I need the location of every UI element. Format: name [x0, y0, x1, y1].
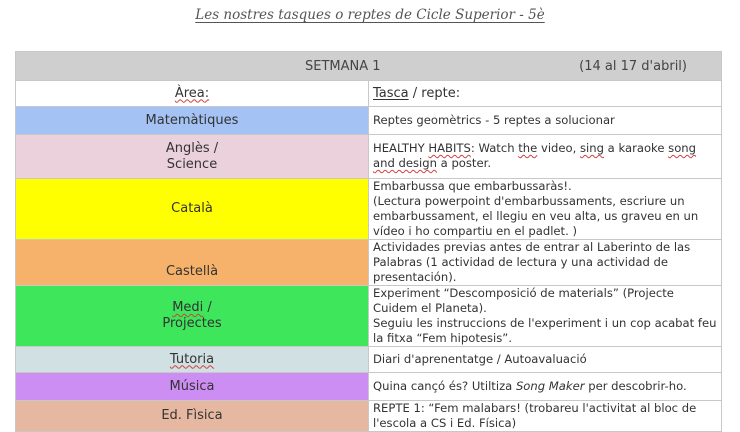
task-column-header: Tasca / repte:: [369, 81, 722, 107]
area-cell: Ed. Fìsica: [16, 401, 369, 432]
area-cell: Música: [16, 373, 369, 401]
column-header-row: [16, 81, 722, 107]
area-cell: Tutoria: [16, 347, 369, 373]
task-cell: Diari d'aprenentatge / Autoavaluació: [369, 347, 722, 373]
table-row: [16, 401, 722, 432]
weekly-tasks-table: [15, 51, 722, 432]
area-column-header: Àrea:: [16, 81, 369, 107]
week-label: SETMANA 1: [305, 58, 381, 74]
task-cell: Quina cançó és? Utiltiza Song Maker per descobrir-ho.: [369, 373, 722, 401]
table-row: [16, 240, 722, 286]
table-row: [16, 135, 722, 179]
week-header: [16, 52, 722, 81]
page-title: Les nostres tasques o reptes de Cicle Superior - 5è: [195, 7, 545, 23]
task-cell: REPTE 1: “Fem malabars! (trobareu l'activitat al bloc de l'escola a CS i Ed. Física): [369, 401, 722, 432]
area-cell: Castellà: [16, 240, 369, 286]
area-cell: Matemàtiques: [16, 107, 369, 135]
task-cell: Embarbussa que embarbussaràs!. (Lectura powerpoint d'embarbussaments, escriure un embarbussament, el llegiu en veu alta, us graveu en un vídeo i ho compartiu en el padlet. ): [369, 179, 722, 240]
task-cell: Experiment “Descomposició de materials” (Projecte Cuidem el Planeta). Seguiu les instruccions de l'experiment i un cop acabat feu la fitxa “Fem hipotesis”.: [369, 286, 722, 347]
week-dates: (14 al 17 d'abril): [579, 58, 687, 74]
table-row: [16, 107, 722, 135]
area-cell: Català: [16, 179, 369, 240]
table-row: [16, 179, 722, 240]
area-cell: Medi / Projectes: [16, 286, 369, 347]
task-cell: HEALTHY HABITS: Watch the video, sing a karaoke song and design a poster.: [369, 135, 722, 179]
table-row: [16, 373, 722, 401]
task-cell: Reptes geomètrics - 5 reptes a solucionar: [369, 107, 722, 135]
area-cell: Anglès / Science: [16, 135, 369, 179]
week-header-row: [16, 52, 722, 81]
table-row: [16, 347, 722, 373]
table-row: [16, 286, 722, 347]
task-cell: Actividades previas antes de entrar al Laberinto de las Palabras (1 actividad de lectura y una actividad de presentación).: [369, 240, 722, 286]
